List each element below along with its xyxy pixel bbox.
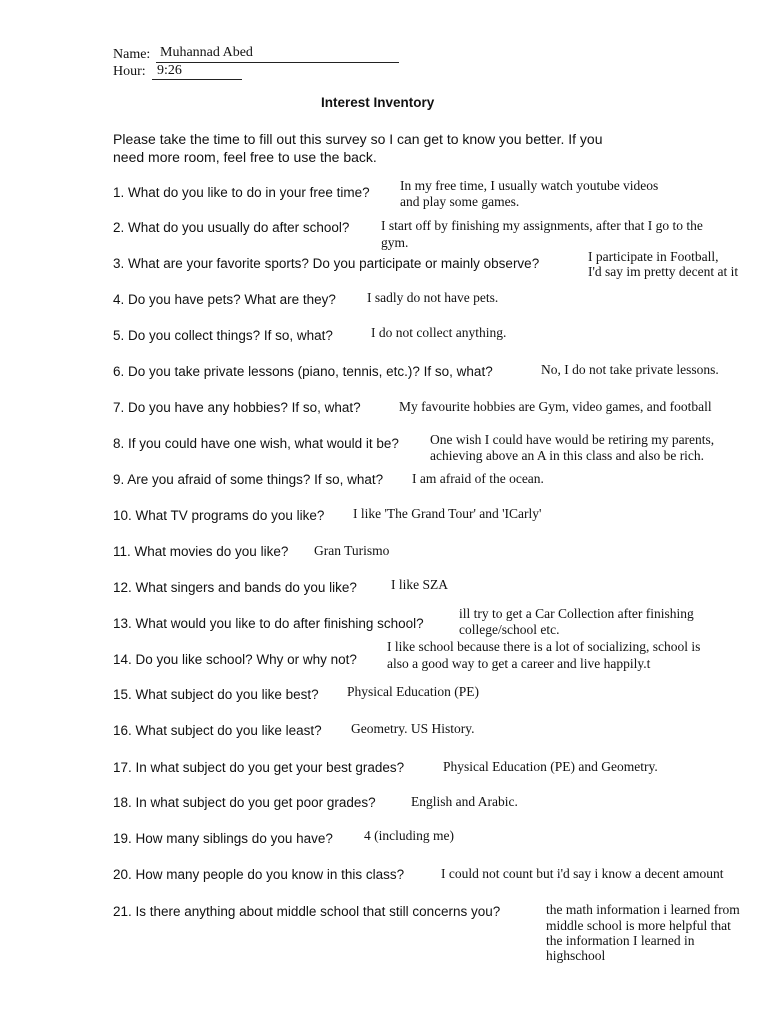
question-20: 20. How many people do you know in this class? xyxy=(113,867,405,882)
answer-8-line-2[interactable]: achieving above an A in this class and also be rich. xyxy=(430,448,705,463)
answer-13-line-2[interactable]: college/school etc. xyxy=(459,622,560,637)
question-6: 6. Do you take private lessons (piano, tennis, etc.)? If so, what? xyxy=(113,364,493,379)
question-9: 9. Are you afraid of some things? If so, what? xyxy=(113,472,384,487)
answer-21-line-3[interactable]: the information I learned in xyxy=(546,933,695,948)
hour-underline xyxy=(152,79,242,80)
answer-6[interactable]: No, I do not take private lessons. xyxy=(541,362,719,377)
answer-19[interactable]: 4 (including me) xyxy=(364,828,454,843)
question-13: 13. What would you like to do after finishing school? xyxy=(113,616,424,631)
answer-21-line-4[interactable]: highschool xyxy=(546,948,606,963)
name-underline xyxy=(156,62,399,63)
answer-16[interactable]: Geometry. US History. xyxy=(351,721,475,736)
answer-5[interactable]: I do not collect anything. xyxy=(371,325,507,340)
question-7: 7. Do you have any hobbies? If so, what? xyxy=(113,400,361,415)
question-16: 16. What subject do you like least? xyxy=(113,723,322,738)
answer-21-line-1[interactable]: the math information i learned from xyxy=(546,902,740,917)
answer-10[interactable]: I like 'The Grand Tour' and 'ICarly' xyxy=(353,506,542,521)
question-14: 14. Do you like school? Why or why not? xyxy=(113,652,357,667)
question-10: 10. What TV programs do you like? xyxy=(113,508,325,523)
answer-14-line-2[interactable]: also a good way to get a career and live happily.t xyxy=(387,656,651,671)
answer-1-line-2[interactable]: and play some games. xyxy=(400,194,520,209)
answer-2-line-2[interactable]: gym. xyxy=(381,235,409,250)
intro-line-2: need more room, feel free to use the back. xyxy=(113,149,377,165)
answer-12[interactable]: I like SZA xyxy=(391,577,448,592)
answer-9[interactable]: I am afraid of the ocean. xyxy=(412,471,544,486)
hour-label: Hour: xyxy=(113,64,146,79)
hour-value[interactable]: 9:26 xyxy=(157,63,182,78)
answer-21-line-2[interactable]: middle school is more helpful that xyxy=(546,918,731,933)
question-2: 2. What do you usually do after school? xyxy=(113,220,350,235)
question-17: 17. In what subject do you get your best grades? xyxy=(113,760,405,775)
question-3: 3. What are your favorite sports? Do you participate or mainly observe? xyxy=(113,256,540,271)
name-label: Name: xyxy=(113,47,151,62)
name-value[interactable]: Muhannad Abed xyxy=(160,45,253,60)
question-4: 4. Do you have pets? What are they? xyxy=(113,292,336,307)
answer-15[interactable]: Physical Education (PE) xyxy=(347,684,479,699)
answer-4[interactable]: I sadly do not have pets. xyxy=(367,290,499,305)
question-18: 18. In what subject do you get poor grades? xyxy=(113,795,376,810)
answer-14-line-1[interactable]: I like school because there is a lot of socializing, school is xyxy=(387,639,701,654)
answer-2-line-1[interactable]: I start off by finishing my assignments, after that I go to the xyxy=(381,218,703,233)
question-1: 1. What do you like to do in your free time? xyxy=(113,185,370,200)
page-title: Interest Inventory xyxy=(321,95,435,110)
answer-20[interactable]: I could not count but i'd say i know a decent amount xyxy=(441,866,724,881)
answer-3-line-1[interactable]: I participate in Football, xyxy=(588,249,719,264)
question-21: 21. Is there anything about middle school that still concerns you? xyxy=(113,904,501,919)
answer-13-line-1[interactable]: ill try to get a Car Collection after finishing xyxy=(459,606,694,621)
answer-17[interactable]: Physical Education (PE) and Geometry. xyxy=(443,759,658,774)
answer-7[interactable]: My favourite hobbies are Gym, video games, and football xyxy=(399,399,712,414)
answer-8-line-1[interactable]: One wish I could have would be retiring my parents, xyxy=(430,432,715,447)
question-15: 15. What subject do you like best? xyxy=(113,687,319,702)
answer-18[interactable]: English and Arabic. xyxy=(411,794,518,809)
question-12: 12. What singers and bands do you like? xyxy=(113,580,357,595)
answer-11[interactable]: Gran Turismo xyxy=(314,543,390,558)
answer-3-line-2[interactable]: I'd say im pretty decent at it xyxy=(588,264,739,279)
question-19: 19. How many siblings do you have? xyxy=(113,831,333,846)
intro-line-1: Please take the time to fill out this survey so I can get to know you better. If you xyxy=(113,131,603,147)
answer-1-line-1[interactable]: In my free time, I usually watch youtube videos xyxy=(400,178,659,193)
question-8: 8. If you could have one wish, what would it be? xyxy=(113,436,399,451)
question-11: 11. What movies do you like? xyxy=(113,544,289,559)
question-5: 5. Do you collect things? If so, what? xyxy=(113,328,333,343)
